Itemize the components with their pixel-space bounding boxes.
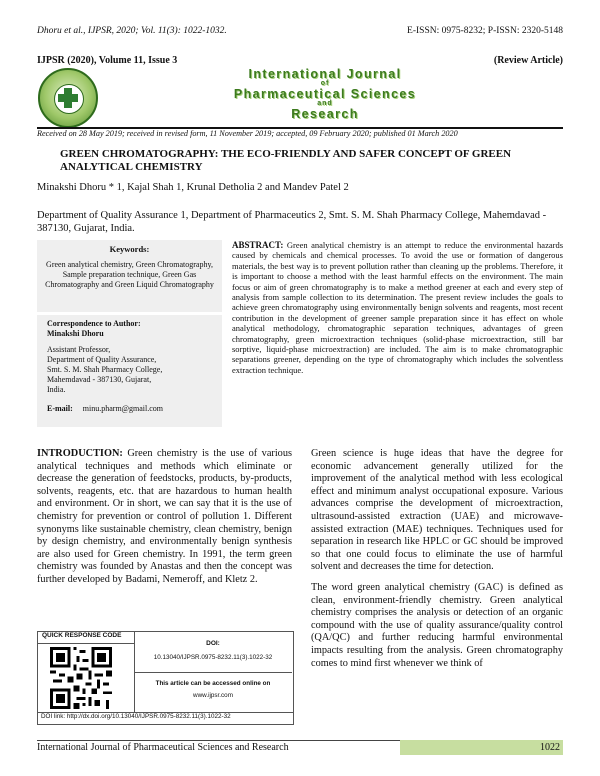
doi-value: 10.13040/IJPSR.0975-8232.11(3).1022-32	[153, 654, 273, 661]
journal-volume-line: IJPSR (2020), Volume 11, Issue 3	[37, 55, 178, 66]
running-head-citation: Dhoru et al., IJPSR, 2020; Vol. 11(3): 1022-1032.	[37, 26, 227, 36]
abstract-text: Green analytical chemistry is an attempt to reduce the environmental hazards caused by chemicals and chemical processes. To avoid the use or formation of dangerous materials, the best way is to prevent pollution rather than cleaning up the problems. Therefore, it is important to choose a method with the least harmful effects on the environment. The main focus or aim of green chromatography is to make a method greener at each and every step of analysis from sample collection to its determination. The present review includes the goals to achieve green chromatography using environmentally benign solvents and reagents, most recent contribution in the development of greener sample preparation since it has effect on whole analytical methodology, chromatographic separation techniques, advantages of green chromatography, green microextraction techniques (solid-phase microextraction, still bar sorptive, liquid-phase microextraction) are included. The aim is to make chromatographic separations greener, depending on the type of chromatography which includes the solventless extraction technique.	[232, 240, 564, 375]
journal-title-line-5: Research	[291, 107, 359, 121]
introduction-text: Green chemistry is the use of various analytical techniques and methods which eliminate or decrease the generation of feedstocks, products, by-products, solvents, reagents, etc. that are hazardous to human health and environment. Or in short, we can say that it is the use of chemistry for prevention or control of pollution 1. Different synonyms like sustainable chemistry, clean chemistry, benign by design chemistry, and environmentally benign synthesis are also used for Green chemistry. In 1991, the term green chemistry was founded by Anastas and then the concept was further developed by Badami, Nemeroff, and Kletz 2.	[37, 448, 292, 585]
journal-title-line-2: of	[320, 80, 330, 87]
abstract-label: ABSTRACT:	[232, 240, 284, 250]
access-heading: This article can be accessed online on	[155, 680, 271, 687]
keywords-heading: Keywords:	[109, 244, 150, 254]
body-paragraph: The word green analytical chemistry (GAC) is defined as clean, environment-friendly chemistry. Green analytical chemistry comprises the analysis or detection of an organic compound with the use of quality assurance/quality control (QA/QC) and further reducing harmful environmental impacts resulting from the analysis. Green chromatography comes to mind first whenever we think of	[311, 581, 563, 669]
correspondence-line: Smt. S. M. Shah Pharmacy College,	[47, 365, 163, 374]
running-head-issn: E-ISSN: 0975-8232; P-ISSN: 2320-5148	[407, 26, 563, 36]
footer-journal-name: International Journal of Pharmaceutical Sciences and Research	[37, 742, 289, 753]
abstract	[232, 240, 563, 375]
introduction-heading: INTRODUCTION:	[37, 448, 123, 459]
footer-page-band	[400, 740, 563, 755]
author-list: Minakshi Dhoru * 1, Kajal Shah 1, Krunal Detholia 2 and Mandev Patel 2	[37, 182, 349, 193]
correspondence-name: Minakshi Dhoru	[47, 329, 104, 338]
author-affiliation: Department of Quality Assurance 1, Department of Pharmaceutics 2, Smt. S. M. Shah Pharmacy College, Mahemdavad - 387130, Gujarat, India.	[37, 210, 547, 234]
correspondence-line: Assistant Professor,	[47, 345, 111, 354]
doi-heading: DOI:	[206, 640, 220, 647]
keywords-box	[37, 240, 222, 312]
journal-title-line-1: International Journal	[248, 67, 402, 81]
journal-logo-icon	[38, 68, 98, 128]
correspondence-line: India.	[47, 385, 66, 394]
qr-divider	[134, 672, 292, 673]
journal-title-line-4: and	[317, 100, 333, 107]
publication-dates: Received on 28 May 2019; received in revised form, 11 November 2019; accepted, 09 February 2020; published 01 March 2020	[37, 129, 458, 138]
page-number: 1022	[540, 742, 560, 753]
body-column-right	[311, 448, 563, 678]
correspondence-line: Mahemdavad - 387130, Gujarat,	[47, 375, 152, 384]
doi-link[interactable]: DOI link: http://dx.doi.org/10.13040/IJPSR.0975-8232.11(3).1022-32	[41, 713, 231, 720]
qr-code-icon[interactable]	[50, 647, 112, 709]
email-link[interactable]: minu.pharm@gmail.com	[82, 404, 164, 413]
article-type-label: (Review Article)	[493, 55, 563, 66]
correspondence-box	[37, 315, 222, 427]
correspondence-heading: Correspondence to Author:	[47, 319, 141, 328]
correspondence-line: Department of Quality Assurance,	[47, 355, 157, 364]
journal-title-logo	[205, 68, 445, 126]
body-paragraph: Green science is huge ideas that have the degree for economic advancement generally utilized for the improvement of the analytical method with less ecological effect and minimum analyst occupational exposure. Various advances comprise the development of microextraction, ultrasound-assisted extraction (UAE) and microwave-assisted extraction (MAE) techniques. Techniques used for separation in research like HPLC or GC should be improved so that one could focus to eliminate the use of harmful solvent and decreases the time for detection.	[311, 448, 563, 573]
quick-response-box	[37, 631, 294, 725]
qr-heading: QUICK RESPONSE CODE	[38, 632, 135, 644]
keywords-text: Green analytical chemistry, Green Chromatography, Sample preparation technique, Green Gas Chromatography and Green Liquid Chromatography	[45, 260, 214, 289]
email-label: E-mail:	[47, 404, 73, 413]
paper-title: GREEN CHROMATOGRAPHY: THE ECO-FRIENDLY AND SAFER CONCEPT OF GREEN ANALYTICAL CHEMISTRY	[60, 148, 512, 173]
body-column-left	[37, 448, 292, 587]
journal-title-line-3: Pharmaceutical Sciences	[233, 87, 417, 101]
access-url-link[interactable]: www.ijpsr.com	[193, 692, 233, 699]
